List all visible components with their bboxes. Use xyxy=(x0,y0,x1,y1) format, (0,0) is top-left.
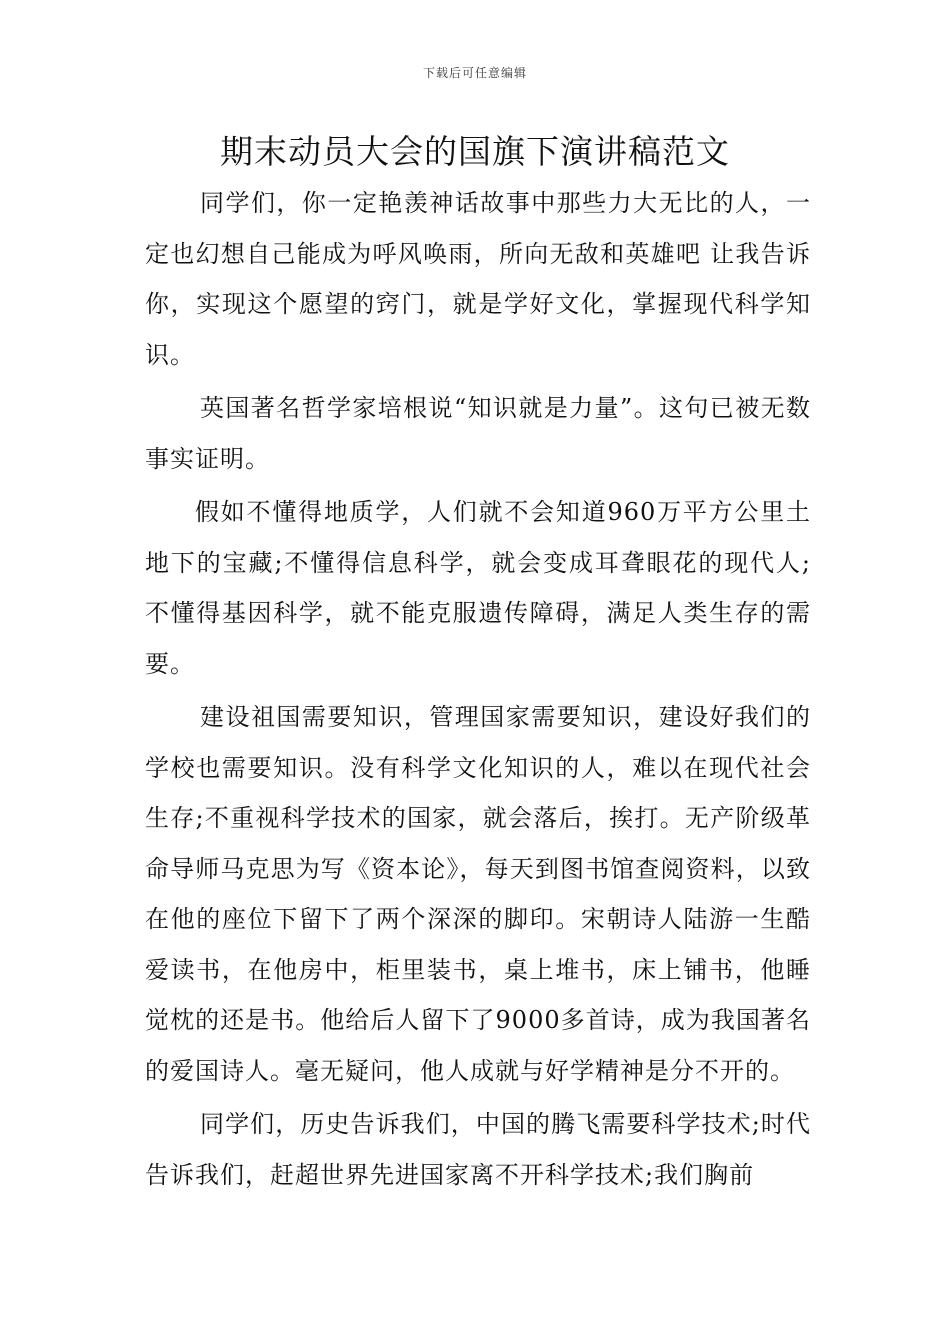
document-title: 期末动员大会的国旗下演讲稿范文 xyxy=(220,132,730,171)
paragraph-4: 建设祖国需要知识，管理国家需要知识，建设好我们的学校也需要知识。没有科学文化知识的人，难以在现代社会生存;不重视科学技术的国家，就会落后，挨打。无产阶级革命导师马克思为写《资本论》，每天到图书馆查阅资料，以致在他的座位下留下了两个深深的脚印。宋朝诗人陆游一生酷爱读书，在他房中，柜里装书，桌上堆书，床上铺书，他睡觉枕的还是书。他给后人留下了9000多首诗，成为我国著名的爱国诗人。毫无疑问，他人成就与好学精神是分不开的。 xyxy=(145,703,811,1085)
paragraph-3: 假如不懂得地质学，人们就不会知道960万平方公里土地下的宝藏;不懂得信息科学，就会变成耳聋眼花的现代人;不懂得基因科学，就不能克服遗传障碍，满足人类生存的需要。 xyxy=(145,498,811,678)
page-header-note: 下载后可任意编辑 xyxy=(422,66,527,80)
paragraph-1: 同学们，你一定艳羡神话故事中那些力大无比的人，一定也幻想自己能成为呼风唤雨，所向无敌和英雄吧 让我告诉你，实现这个愿望的窍门，就是学好文化，掌握现代科学知识。 xyxy=(145,189,811,369)
paragraph-2: 英国著名哲学家培根说“知识就是力量”。这句已被无数事实证明。 xyxy=(145,394,811,473)
document-body xyxy=(145,178,811,1203)
paragraph-5: 同学们，历史告诉我们，中国的腾飞需要科学技术;时代告诉我们，赶超世界先进国家离不开科学技术;我们胸前 xyxy=(145,1110,811,1189)
